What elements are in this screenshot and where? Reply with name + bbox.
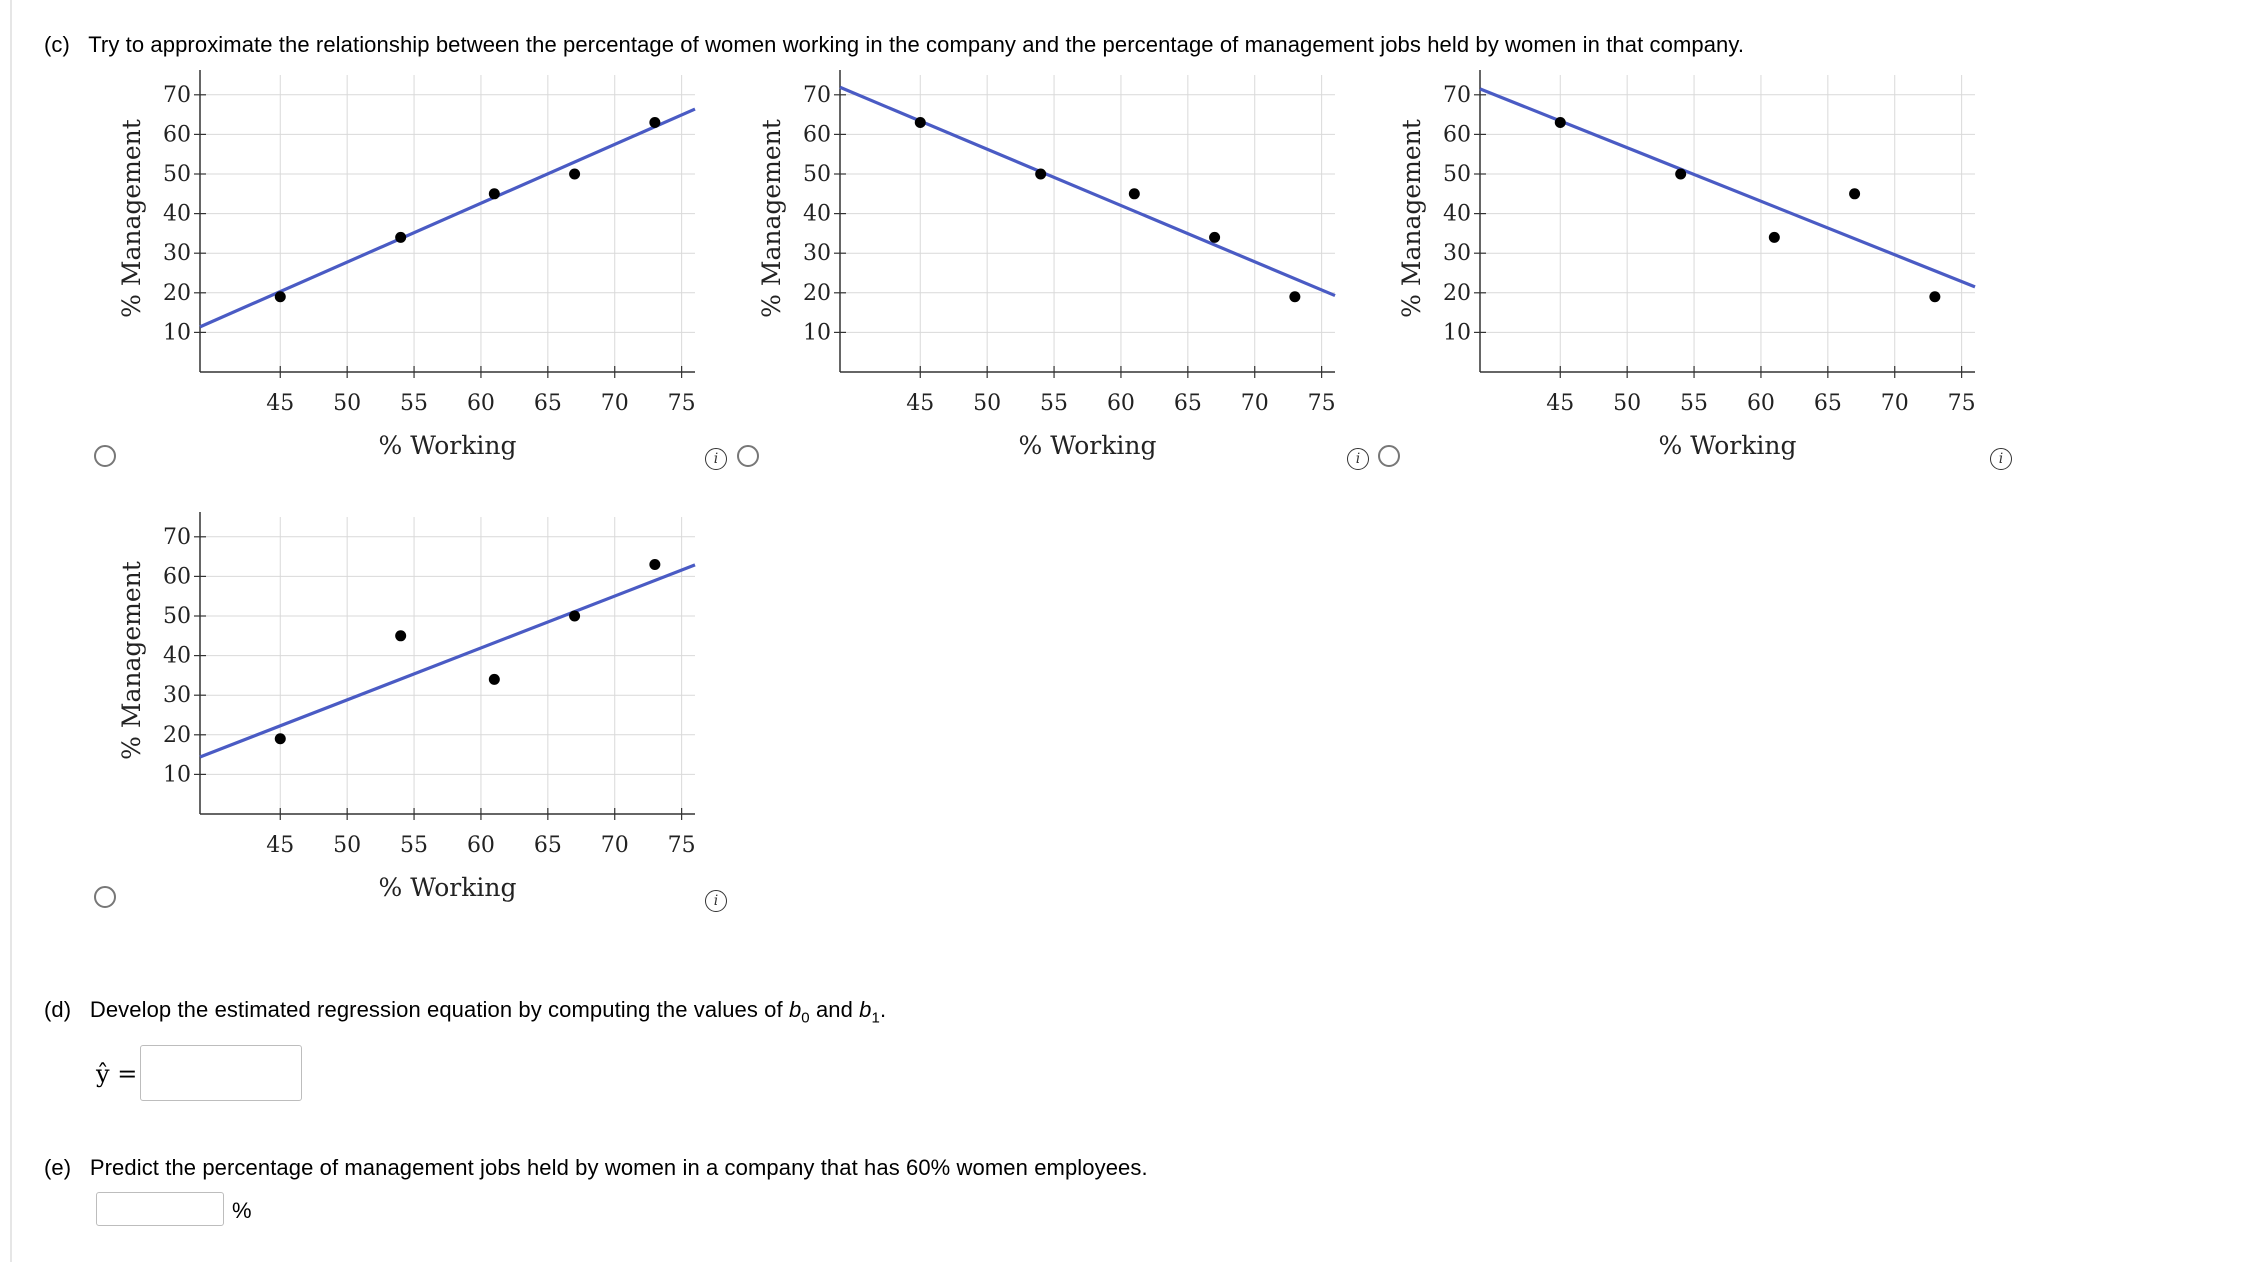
percent-unit-label: % <box>232 1198 252 1223</box>
data-point <box>395 630 406 641</box>
regression-line <box>840 87 1335 295</box>
data-point <box>915 117 926 128</box>
y-axis-title: % Management <box>1397 119 1426 318</box>
part-c-text: Try to approximate the relationship between the percentage of women working in the company and the percentage of management jobs held by women in that company. <box>88 32 1745 57</box>
regression-line <box>200 109 695 327</box>
regression-equation-input[interactable] <box>140 1045 302 1101</box>
x-tick-label: 45 <box>266 391 295 416</box>
yhat-label: ŷ = <box>96 1060 138 1088</box>
scatter-chart-option-2 <box>750 60 1470 460</box>
part-d-label: (d) <box>44 997 72 1022</box>
y-tick-label: 20 <box>163 722 191 748</box>
y-tick-label: 40 <box>163 201 191 227</box>
y-tick-label: 30 <box>803 241 831 267</box>
x-tick-label: 70 <box>600 391 629 416</box>
x-tick-label: 60 <box>1746 391 1775 416</box>
x-axis-title: % Working <box>1018 431 1157 460</box>
x-tick-label: 65 <box>533 391 562 416</box>
data-point <box>1769 232 1780 243</box>
b0-symbol: b <box>788 997 802 1022</box>
y-tick-label: 50 <box>1443 162 1471 187</box>
info-icon[interactable]: i <box>705 448 727 470</box>
data-point <box>489 188 500 199</box>
data-point <box>1555 117 1566 128</box>
part-e-question <box>44 1155 1148 1181</box>
part-c-question <box>44 32 1744 58</box>
b0-subscript: 0 <box>801 1009 810 1027</box>
y-tick-label: 70 <box>1443 82 1471 108</box>
y-tick-label: 50 <box>163 162 191 187</box>
y-tick-label: 60 <box>803 122 831 148</box>
x-tick-label: 50 <box>333 391 362 416</box>
x-tick-label: 60 <box>466 833 495 858</box>
x-tick-label: 75 <box>1307 391 1336 416</box>
scatter-chart-option-4 <box>110 502 830 902</box>
data-point <box>1849 188 1860 199</box>
data-point <box>1129 188 1140 199</box>
page-left-rule <box>10 0 12 1262</box>
y-tick-label: 20 <box>163 280 191 306</box>
y-tick-label: 20 <box>803 280 831 306</box>
x-tick-label: 55 <box>1680 391 1709 416</box>
x-tick-label: 50 <box>973 391 1002 416</box>
part-d-text: Develop the estimated regression equation by computing the values of <box>89 997 789 1022</box>
x-tick-label: 60 <box>1106 391 1135 416</box>
data-point <box>275 733 286 744</box>
b1-symbol: b <box>859 997 872 1022</box>
x-tick-label: 55 <box>1040 391 1069 416</box>
x-tick-label: 75 <box>667 833 696 858</box>
x-tick-label: 65 <box>533 833 562 858</box>
info-icon[interactable]: i <box>1347 448 1369 470</box>
part-e-text: Predict the percentage of management jobs held by women in a company that has 60% women employees. <box>89 1155 1148 1180</box>
part-c-label: (c) <box>44 32 70 57</box>
y-tick-label: 50 <box>163 604 191 629</box>
x-tick-label: 45 <box>906 391 935 416</box>
data-point <box>1035 169 1046 180</box>
data-point <box>1929 291 1940 302</box>
radio-option-2[interactable] <box>737 445 759 467</box>
b1-subscript: 1 <box>871 1009 880 1027</box>
x-tick-label: 50 <box>1613 391 1642 416</box>
y-tick-label: 40 <box>163 643 191 669</box>
x-tick-label: 45 <box>1546 391 1575 416</box>
x-tick-label: 70 <box>600 833 629 858</box>
y-tick-label: 70 <box>163 82 191 108</box>
data-point <box>489 674 500 685</box>
data-point <box>275 291 286 302</box>
y-tick-label: 40 <box>803 201 831 227</box>
data-point <box>1209 232 1220 243</box>
part-d-period: . <box>879 997 887 1022</box>
y-tick-label: 70 <box>803 82 831 108</box>
x-tick-label: 50 <box>333 833 362 858</box>
y-axis-title: % Management <box>117 561 146 760</box>
y-tick-label: 70 <box>163 524 191 550</box>
info-icon[interactable]: i <box>705 890 727 912</box>
x-axis-title: % Working <box>378 873 517 902</box>
data-point <box>1289 291 1300 302</box>
regression-line <box>200 565 695 757</box>
part-d-question <box>44 997 886 1026</box>
radio-option-3[interactable] <box>1378 445 1400 467</box>
x-axis-title: % Working <box>1658 431 1797 460</box>
radio-option-1[interactable] <box>94 445 116 467</box>
y-tick-label: 50 <box>803 162 831 187</box>
x-tick-label: 70 <box>1240 391 1269 416</box>
y-tick-label: 30 <box>163 241 191 267</box>
part-e-label: (e) <box>44 1155 72 1180</box>
data-point <box>649 117 660 128</box>
x-tick-label: 65 <box>1173 391 1202 416</box>
scatter-chart-option-1 <box>110 60 830 460</box>
data-point <box>569 169 580 180</box>
y-tick-label: 10 <box>803 320 831 346</box>
data-point <box>569 611 580 622</box>
y-tick-label: 30 <box>1443 241 1471 267</box>
y-tick-label: 60 <box>163 564 191 590</box>
y-tick-label: 60 <box>163 122 191 148</box>
x-tick-label: 55 <box>400 833 429 858</box>
data-point <box>1675 169 1686 180</box>
info-icon[interactable]: i <box>1990 448 2012 470</box>
x-tick-label: 75 <box>667 391 696 416</box>
y-tick-label: 10 <box>163 320 191 346</box>
x-tick-label: 70 <box>1880 391 1909 416</box>
x-tick-label: 45 <box>266 833 295 858</box>
y-tick-label: 60 <box>1443 122 1471 148</box>
x-axis-title: % Working <box>378 431 517 460</box>
scatter-chart-option-3 <box>1390 60 2110 460</box>
y-tick-label: 20 <box>1443 280 1471 306</box>
x-tick-label: 75 <box>1947 391 1976 416</box>
x-tick-label: 55 <box>400 391 429 416</box>
x-tick-label: 60 <box>466 391 495 416</box>
x-tick-label: 65 <box>1813 391 1842 416</box>
prediction-input[interactable] <box>96 1192 224 1226</box>
part-d-and: and <box>809 997 860 1022</box>
y-tick-label: 10 <box>163 762 191 788</box>
y-tick-label: 10 <box>1443 320 1471 346</box>
data-point <box>649 559 660 570</box>
regression-line <box>1480 89 1975 287</box>
y-axis-title: % Management <box>117 119 146 318</box>
radio-option-4[interactable] <box>94 886 116 908</box>
y-axis-title: % Management <box>757 119 786 318</box>
data-point <box>395 232 406 243</box>
y-tick-label: 40 <box>1443 201 1471 227</box>
y-tick-label: 30 <box>163 683 191 709</box>
